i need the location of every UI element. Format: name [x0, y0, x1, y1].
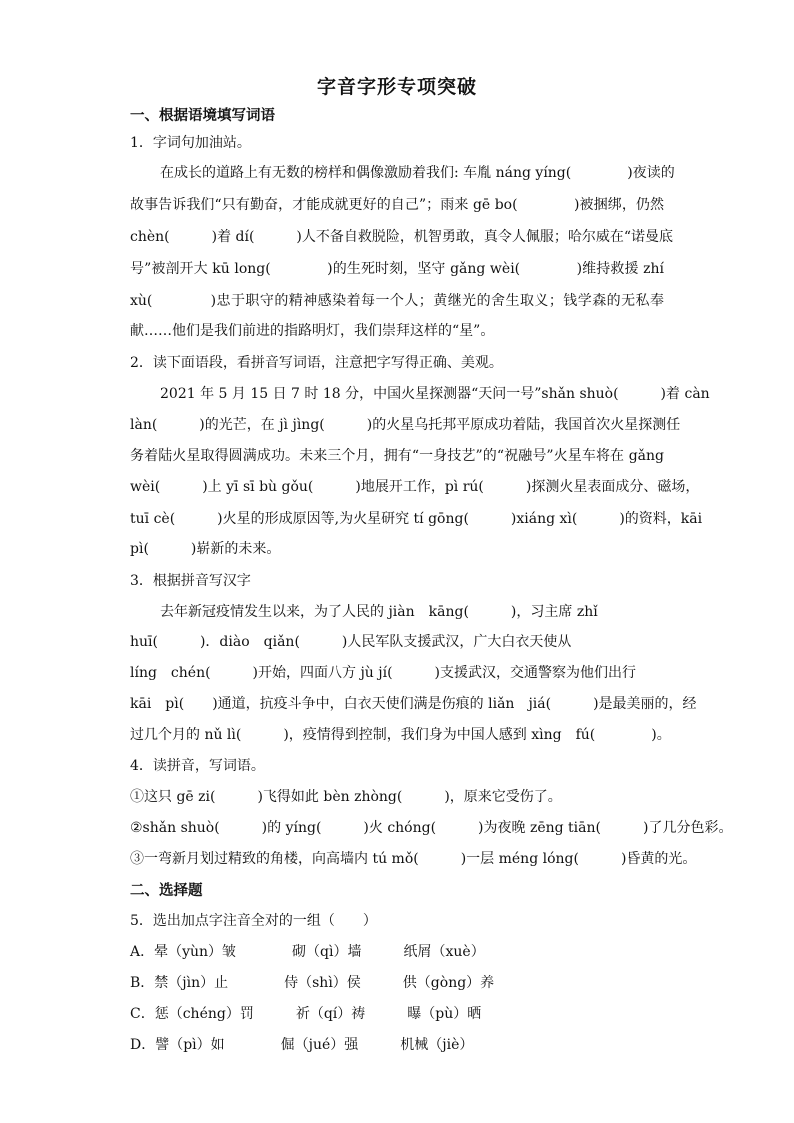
q5-option-c: C．惩（chéng）罚 祈（qí）祷 曝（pù）晒 — [130, 1006, 482, 1022]
q3-paragraph-line: líng chén( )开始，四面八方 jù jí( )支援武汉，交通警察为他们出行 — [130, 665, 637, 681]
q2-paragraph-line: 2021 年 5 月 15 日 7 时 18 分，中国火星探测器“天问一号”shǎn shuò( )着 càn — [160, 386, 710, 402]
q2-paragraph-line: wèi( )上 yī sī bù gǒu( )地展开工作，pì rú( )探测火星表面成分、磁场， — [130, 479, 700, 495]
section-heading-1: 一、根据语境填写词语 — [130, 107, 275, 124]
q1-paragraph-line: chèn( )着 dí( )人不备自救脱险，机智勇敢，真令人佩服；哈尔威在“诺曼底 — [130, 229, 674, 245]
q1-paragraph-line: 献……他们是我们前进的指路明灯，我们崇拜这样的“星”。 — [130, 323, 495, 339]
q1-paragraph-line: 在成长的道路上有无数的榜样和偶像激励着我们: 车胤 náng yíng( )夜读的 — [160, 165, 675, 181]
question-5-heading: 5．选出加点字注音全对的一组（ ） — [130, 913, 377, 929]
q4-item: ①这只 gē zi( )飞得如此 bèn zhòng( )，原来它受伤了。 — [130, 789, 562, 805]
section-heading-2: 二、选择题 — [130, 882, 203, 899]
q4-item: ②shǎn shuò( )的 yíng( )火 chóng( )为夜晚 zēng tiān( )了几分色彩。 — [130, 820, 733, 836]
q3-paragraph-line: kāi pì( )通道，抗疫斗争中，白衣天使们满是伤痕的 liǎn jiá( )是最美丽的，经 — [130, 696, 697, 712]
q1-paragraph-line: 号”被剖开大 kū long( )的生死时刻，坚守 gǎng wèi( )维持救援 zhí — [130, 261, 664, 277]
question-3-heading: 3．根据拼音写汉字 — [130, 573, 251, 589]
question-4-heading: 4．读拼音，写词语。 — [130, 758, 265, 774]
q5-option-a: A．晕（yùn）皱 砌（qì）墙 纸屑（xuè） — [130, 944, 485, 960]
q3-paragraph-line: 去年新冠疫情发生以来，为了人民的 jiàn kāng( )，习主席 zhǐ — [160, 604, 598, 620]
q2-paragraph-line: tuī cè( )火星的形成原因等,为火星研究 tí gōng( )xiáng xì( )的资料，kāi — [130, 511, 703, 527]
q2-paragraph-line: pì( )崭新的未来。 — [130, 541, 281, 557]
q1-paragraph-line: 故事告诉我们“只有勤奋，才能成就更好的自己”；雨来 gē bo( )被捆绑，仍然 — [130, 197, 664, 213]
question-1-heading: 1．字词句加油站。 — [130, 135, 251, 151]
q1-paragraph-line: xù( )忠于职守的精神感染着每一个人；黄继光的舍生取义；钱学森的无私奉 — [130, 293, 664, 309]
page-title: 字音字形专项突破 — [316, 76, 477, 98]
q3-paragraph-line: huī( )．diào qiǎn( )人民军队支援武汉，广大白衣天使从 — [130, 634, 572, 650]
q3-paragraph-line: 过几个月的 nǔ lì( )，疫情得到控制，我们身为中国人感到 xìng fú( )。 — [130, 727, 671, 743]
q4-item: ③一弯新月划过精致的角楼，向高墙内 tú mǒ( )一层 méng lóng( )昏黄的光。 — [130, 851, 697, 867]
q2-paragraph-line: 务着陆火星取得圆满成功。未来三个月，拥有“一身技艺”的“祝融号”火星车将在 gǎng — [130, 448, 664, 464]
q2-paragraph-line: làn( )的光芒，在 jì jìng( )的火星乌托邦平原成功着陆，我国首次火星探测任 — [130, 417, 681, 433]
q5-option-b: B．禁（jìn）止 侍（shì）侯 供（gòng）养 — [130, 975, 495, 991]
q5-option-d: D．譬（pì）如 倔（jué）强 机械（jiè） — [130, 1037, 474, 1053]
question-2-heading: 2．读下面语段，看拼音写词语，注意把字写得正确、美观。 — [130, 355, 503, 371]
